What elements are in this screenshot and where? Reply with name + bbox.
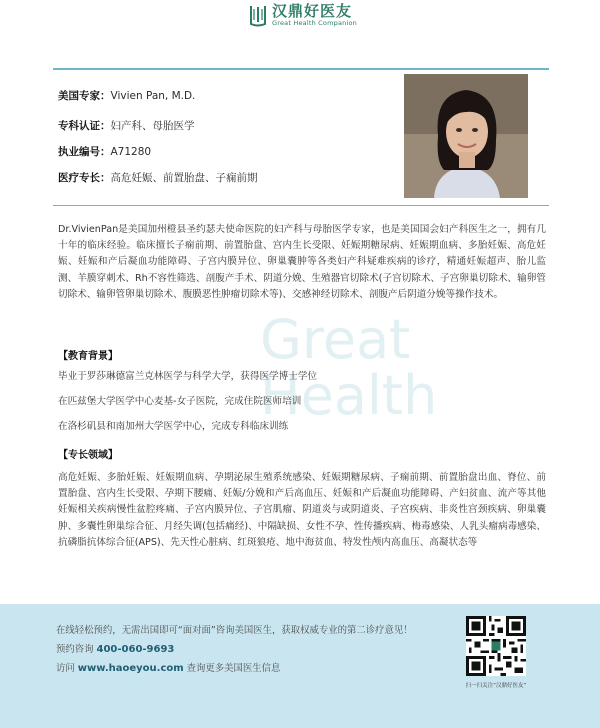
- license-value: A71280: [110, 146, 152, 158]
- education-heading: 【教育背景】: [58, 351, 118, 362]
- qr-code-icon: [466, 616, 526, 676]
- specialty-label: 医疗专长：: [58, 172, 111, 184]
- qr-code[interactable]: [466, 616, 526, 676]
- specialty-row: [58, 170, 258, 185]
- header: [0, 0, 600, 66]
- brand-name-cn: 汉鼎好医友: [272, 2, 353, 20]
- specialty-value: 高危妊娠、前置胎盘、子痫前期: [110, 172, 258, 184]
- cert-row: [58, 118, 195, 133]
- mid-divider: [53, 205, 549, 206]
- watermark-line-1: Great: [260, 308, 411, 371]
- footer-visit-row: [56, 660, 280, 674]
- top-divider: [53, 68, 549, 70]
- phone-number-link[interactable]: 400-060-9693: [96, 644, 175, 655]
- expert-label: 美国专家：: [58, 90, 111, 102]
- specialty-paragraph: 高危妊娠、多胎妊娠、妊娠期血病、孕期泌尿生殖系统感染、妊娠期糖尿病、子痫前期、前置胎盘出血、脊位、前置胎盘、宫内生长受限、孕期下腰痛、妊娠/分娩和产后高血压、妊娠和产后凝血功能障碍、产妇贫血、流产等其他妊娠相关疾病慢性盆腔疼痛、子宫内膜异位、子宫肌瘤、阴道炎与或阴道炎、子宫疾病、非炎性宫颈疾病、卵巢囊肿、多囊性卵巢综合征、月经失调(包括痛经)、中隔缺损、女性不孕、性传播疾病、梅毒感染、人乳头瘤病毒感染、抗磷脂抗体综合征(APS)、先天性心脏病、红斑狼疮、地中海贫血、特发性颅内高血压、高凝状态等: [58, 472, 546, 548]
- expert-value: Vivien Pan, M.D.: [110, 90, 196, 102]
- education-item-1: 毕业于罗莎琳德富兰克林医学与科学大学，获得医学博士学位: [58, 371, 318, 382]
- brand-logo[interactable]: [248, 3, 357, 27]
- visit-label: 访问: [56, 663, 75, 674]
- website-link[interactable]: www.haoeyou.com: [77, 663, 184, 674]
- brand-name-en: Great Health Companion: [272, 19, 357, 27]
- specialty-heading: 【专长领域】: [58, 450, 118, 461]
- logo-mark-icon: [248, 3, 268, 27]
- phone-label: 预约咨询: [56, 644, 94, 655]
- footer-tagline: 在线轻松预约，无需出国即可“面对面”咨询美国医生，获取权威专业的第二诊疗意见！: [56, 625, 413, 636]
- education-item-3: 在洛杉矶县和南加州大学医学中心，完成专科临床训练: [58, 421, 289, 432]
- brand-text: [272, 3, 357, 27]
- qr-caption: 扫一扫关注“汉鼎好医友”: [465, 683, 527, 689]
- doctor-photo: [404, 74, 528, 198]
- footer-phone-row: [56, 641, 174, 655]
- portrait-image: [404, 74, 528, 198]
- expert-row: [58, 88, 195, 103]
- license-row: [58, 144, 151, 159]
- visit-suffix: 查询更多美国医生信息: [186, 663, 281, 674]
- cert-label: 专科认证：: [58, 120, 111, 132]
- cert-value: 妇产科、母胎医学: [110, 120, 195, 132]
- watermark-line-2: Health: [260, 364, 438, 427]
- bio-paragraph: Dr.VivienPan是美国加州橙县圣约瑟夫使命医院的妇产科与母胎医学专家，也是美国国会妇产科医生之一，拥有几十年的临床经验。临床擅长子痫前期、前置胎盘、宫内生长受限、妊娠期糖尿病、妊娠期血病、多胎妊娠、高危妊娠、妊娠和产后凝血功能障碍、子宫内膜异位、卵巢囊肿等各类妇产科疑难疾病的诊疗，精通妊娠超声、胎儿监测、羊膜穿刺术、Rh不容性筛选、剖腹产手术、阴道分娩、生殖器官切除术(子宫切除术、子宫卵巢切除术、输卵管切除术、输卵管卵巢切除术、腹膜恶性肿瘤切除术等)、交感神经切除术、剖腹产后阴道分娩等操作技术。: [58, 224, 546, 300]
- footer: [0, 604, 600, 728]
- education-item-2: 在匹兹堡大学医学中心麦基-女子医院，完成住院医师培训: [58, 396, 302, 407]
- license-label: 执业编号：: [58, 146, 111, 158]
